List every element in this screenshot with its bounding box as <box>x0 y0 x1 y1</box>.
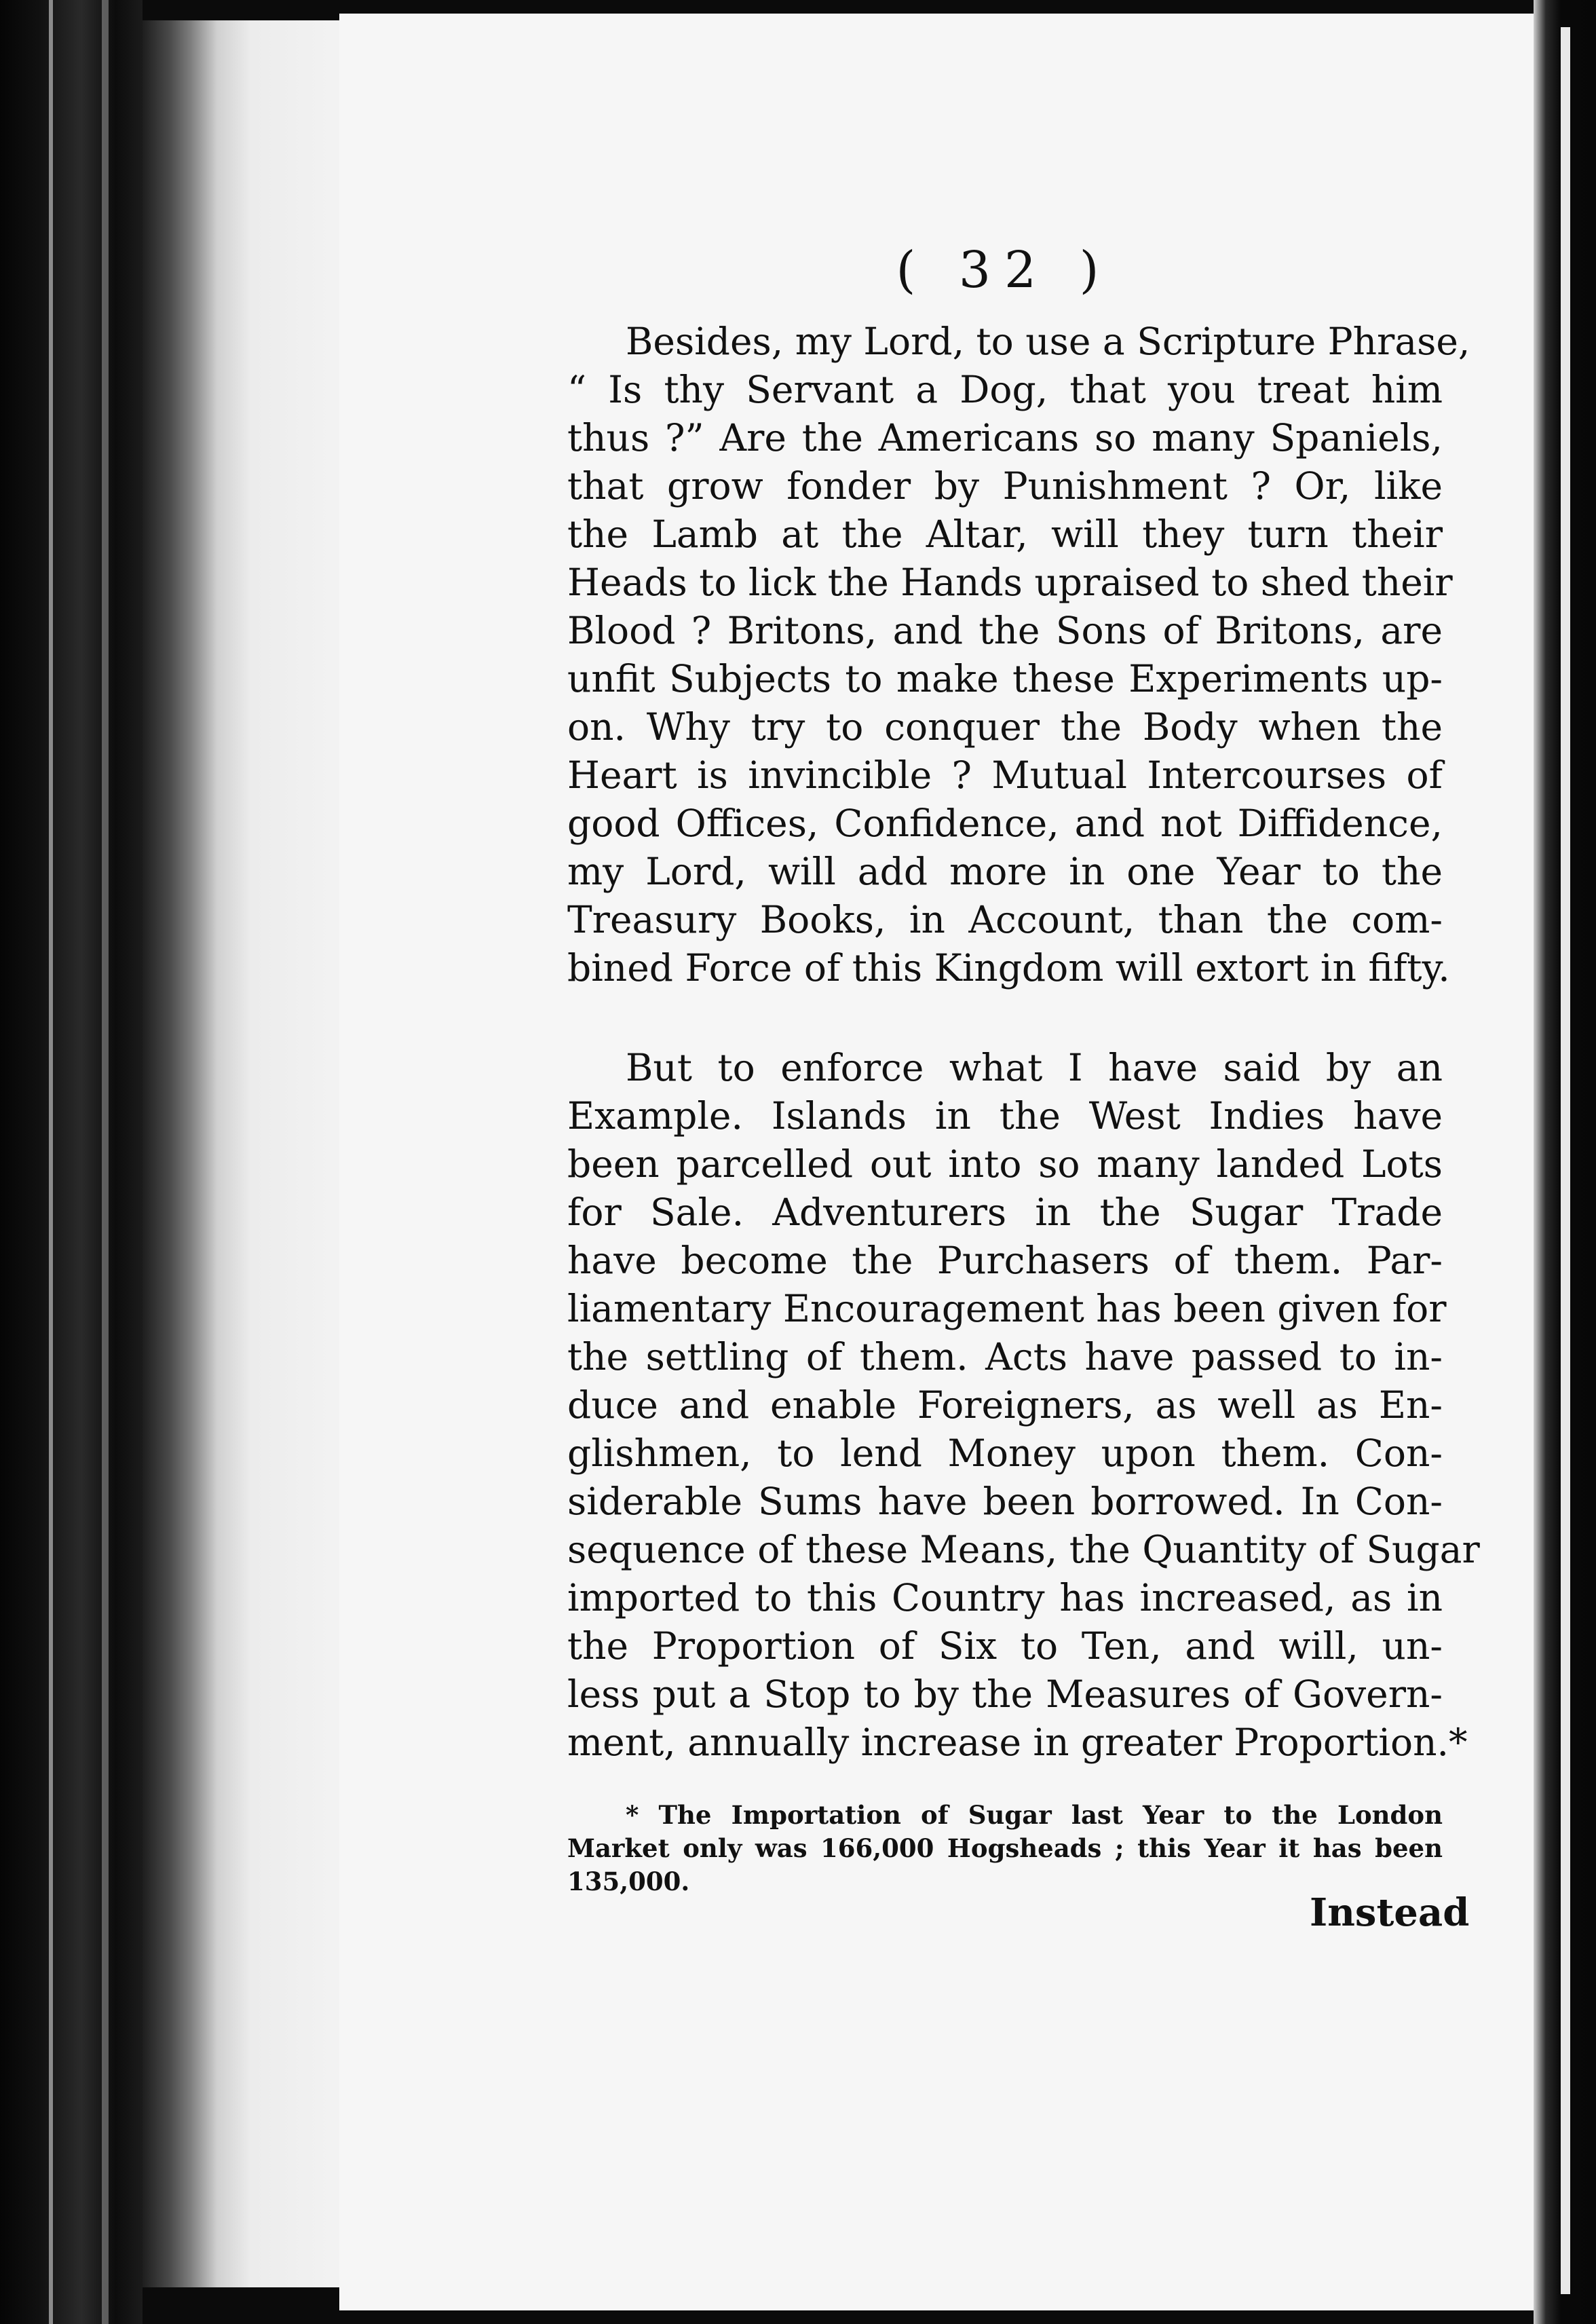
text-line: Heart is invincible ? Mutual Intercourses of <box>567 753 1443 797</box>
text-line: “ Is thy Servant a Dog, that you treat him <box>567 368 1443 411</box>
text-line: bined Force of this Kingdom will extort in fifty. <box>567 946 1450 990</box>
text-line: ment, annually increase in greater Proportion.* <box>567 1721 1468 1764</box>
text-line: duce and enable Foreigners, as well as En- <box>567 1383 1443 1427</box>
text-line: for Sale. Adventurers in the Sugar Trade <box>567 1191 1443 1234</box>
text-line: my Lord, will add more in one Year to the <box>567 850 1443 893</box>
binding-gutter <box>0 0 142 2324</box>
previous-page-edge <box>142 20 346 2287</box>
text-line: less put a Stop to by the Measures of Govern- <box>567 1672 1443 1716</box>
text-line: Treasury Books, in Account, than the com- <box>567 898 1443 941</box>
text-line: thus ?” Are the Americans so many Spaniels, <box>567 416 1443 460</box>
text-line: imported to this Country has increased, as in <box>567 1576 1443 1619</box>
catchword: Instead <box>1310 1890 1470 1935</box>
text-line: sequence of these Means, the Quantity of Sugar <box>567 1528 1480 1571</box>
footnote-line: * The Importation of Sugar last Year to the London <box>626 1800 1443 1830</box>
text-line: glishmen, to lend Money upon them. Con- <box>567 1431 1443 1475</box>
footnote-line: 135,000. <box>567 1867 690 1896</box>
footnote-line: Market only was 166,000 Hogsheads ; this Year it has been <box>567 1833 1443 1863</box>
paragraph-2 <box>567 1044 1480 1767</box>
text-line: Blood ? Britons, and the Sons of Britons, are <box>567 609 1443 652</box>
text-line: the settling of them. Acts have passed to in- <box>567 1335 1443 1379</box>
footnote <box>567 1799 1443 1898</box>
text-line: the Proportion of Six to Ten, and will, un- <box>567 1624 1443 1668</box>
page-number: ( 32 ) <box>896 241 1113 299</box>
text-line: that grow fonder by Punishment ? Or, like <box>567 464 1443 508</box>
text-line: Heads to lick the Hands upraised to shed their <box>567 561 1453 604</box>
text-line: Example. Islands in the West Indies have <box>567 1094 1443 1138</box>
text-line: liamentary Encouragement has been given for <box>567 1287 1447 1330</box>
text-line: the Lamb at the Altar, will they turn their <box>567 512 1443 556</box>
text-line: unfit Subjects to make these Experiments up- <box>567 657 1443 700</box>
right-edge-strip <box>1561 27 1570 2294</box>
text-line: But to enforce what I have said by an <box>626 1046 1443 1089</box>
text-line: good Offices, Confidence, and not Diffidence, <box>567 802 1443 845</box>
text-line: Besides, my Lord, to use a Scripture Phrase, <box>626 320 1470 363</box>
gutter-streak <box>49 0 53 2324</box>
text-line: been parcelled out into so many landed Lots <box>567 1142 1443 1186</box>
text-line: have become the Purchasers of them. Par- <box>567 1239 1443 1282</box>
text-line: siderable Sums have been borrowed. In Con- <box>567 1480 1443 1523</box>
text-line: on. Why try to conquer the Body when the <box>567 705 1443 749</box>
gutter-streak <box>102 0 109 2324</box>
paragraph-1 <box>567 318 1470 992</box>
